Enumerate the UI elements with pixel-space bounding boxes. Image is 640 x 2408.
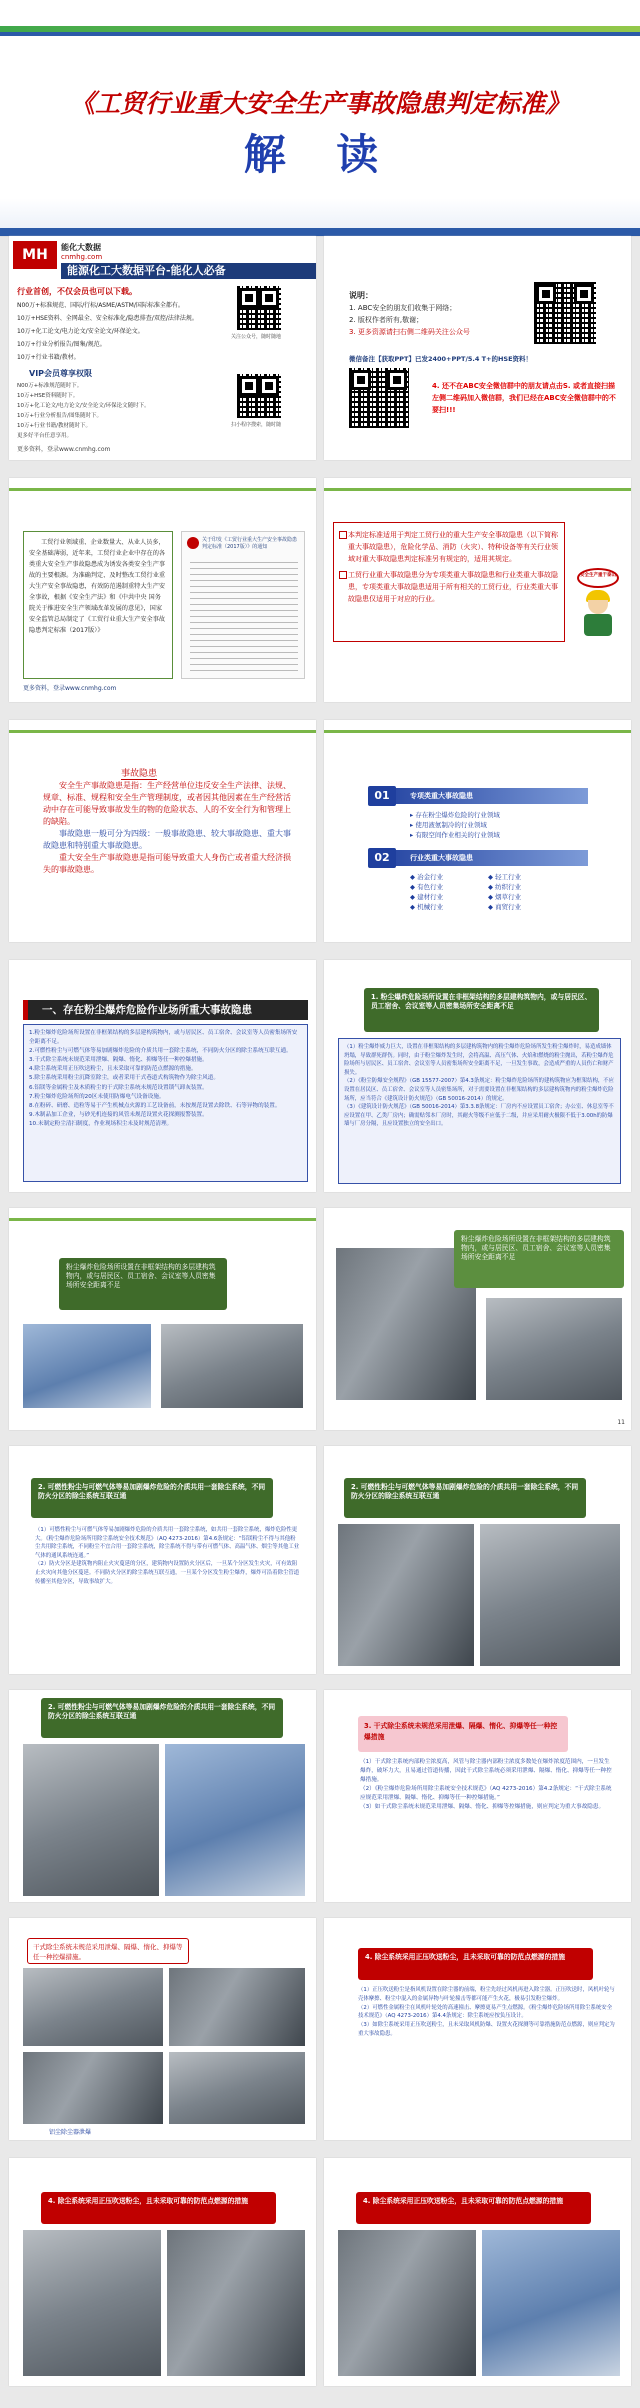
document-caption: 关于印发《工贸行业重大生产安全事故隐患判定标准（2017版）》的通知 [202,537,298,550]
section-2-number: 02 [368,848,396,868]
safety-badge-text: 安全生产重于泰山 [580,573,616,578]
slide-background [324,1446,631,1674]
ad-right-slide [324,236,631,460]
section-2-title: 行业类重大事故隐患 [410,854,473,862]
spark-detector-photo [338,2230,476,2376]
ad-left-slide [9,236,316,460]
item-4-heading: 4. 除尘系统采用正压吹送粉尘，且未采取可靠的防范点燃源的措施 [356,2192,591,2224]
explosion-vent-photo-1 [23,1968,163,2046]
definition-text: 本判定标准适用于判定工贸行业的重大生产安全事故隐患（以下简称重大事故隐患），危险化学品、消防（火灾）、特种设备等有关行业领域对重大事故隐患判定标准另有规定的，适用其规定。 [348,531,558,563]
ad-vip-item: N00万+标准规范随时下。 [17,383,83,389]
fan-photo [23,2230,161,2376]
note-item: 2. 版权作者所有,敬谢； [349,316,424,324]
page-number: 11 [617,1419,625,1426]
note-list [349,302,519,338]
ad-item: N00万+标准规范、国际/行标/ASME/ASTM/国际标准全都有。 [17,302,184,309]
qr-code-abc-public[interactable] [534,282,596,344]
ad-banner: 能源化工大数据平台-能化人必备 [61,263,316,279]
cover-subtitle: 解 读 [243,130,397,179]
industry-item: ◆ 机械行业 [410,903,444,911]
ad-item: 10万+行业书籍/教材。 [17,354,80,361]
hidden-danger-title: 事故隐患 [121,766,157,780]
ad-footer-link[interactable]: 更多资料，登录www.cnmhg.com [17,446,111,453]
definition-paragraph: 安全生产事故隐患是指：生产经营单位违反安全生产法律、法规、规章、标准、规程和安全生产管理制度，或者因其他因素在生产经营活动中存在可能导致事故发生的物的危险状态、人的不安全行为和管理上的缺陷。 [43,781,291,826]
dust-system-photo [482,2230,620,2376]
blower-photo [167,2230,305,2376]
ad-logo: MH [13,241,57,269]
factory-building-photo [23,1324,151,1408]
industry-item: ◆ 纺织行业 [488,883,522,891]
dust-hazard-item: 10.未制定粉尘清扫制度，作业现场积尘未及时规范清理。 [29,1120,173,1127]
section-1-item: ▸ 使用液氨制冷的行业领域 [410,821,487,829]
major-danger-paragraph: 重大安全生产事故隐患是指可能导致重大人身伤亡或者重大经济损失的事故隐患。 [43,853,291,874]
section-1-number: 01 [368,786,396,806]
note-item: 3. 更多资源请扫右侧二维码关注公众号 [349,328,470,336]
section-1-item: ▸ 有限空间作业相关的行业领域 [410,831,500,839]
ad-vip-item: 10万+HSE资料随时下。 [17,393,79,399]
item-2-heading: 2. 可燃性粉尘与可燃气体等易加剧爆炸危险的介质共用一套除尘系统，不同防火分区的除尘系统互联互通 [344,1478,586,1518]
ad-item: 10万+HSE资料、全网最全、安全标准化/隐患排查/双控/法律法规。 [17,315,198,322]
ad-vip-list [17,381,213,441]
slide-background [9,960,316,1192]
collector-vent-photo [169,2052,305,2124]
slide-background [9,478,316,702]
item-2-explanation: （1）可燃性粉尘与可燃气体等易加剧爆炸危险的介质共用一套除尘系统，如共用一套除尘系统，爆炸危险性更大。《粉尘爆炸危险场所用除尘系统安全技术规范》（AQ 4273-2016）第4.6条规定：“铝镁粉尘不得与其他粉尘共用除尘系统，不同粉尘不宜合用一套除尘系统，除尘系统不得与带有可燃气体、高温气体、烟尘等其他工业气体的通风系统连通。” （2）防火分区是建筑物内阻止火灾蔓延的分区，建筑物内设置防火分区后，一旦某个分区发生火灾，可有效阻止火灾向其他分区蔓延。不同防火分区的除尘系统互联互通，一旦某个分区发生粉尘爆炸，爆炸可沿着除尘管道传播至其他分区，导致事故扩大。 [35,1527,300,1585]
wechat-line: 微信备注【获取PPT】已发2400+PPT/5.4 T+的HSE资料！ [349,355,533,363]
notice-document [181,531,305,679]
industry-item: ◆ 烟草行业 [488,893,522,901]
definition-item-2 [348,569,558,605]
slide-background [9,1690,316,1902]
ad-vip-item: 10万+行业书籍/教材随时下。 [17,423,91,429]
ad-vip-item: 10万+化工论文/电力论文/安全论文/环保论文随时下。 [17,403,150,409]
slide-top-stripe [324,488,631,491]
dust-hazard-item: 4.除尘系统采用正压吹送粉尘，且未采取可靠的防范点燃源的措施。 [29,1066,197,1073]
red-promo: 4. 还不在ABC安全微信群中的朋友请点击S. 或者直接扫描左侧二维码加入微信群，我们已经在ABC安全微信群中的不要扫!!! [432,382,616,414]
worker-vest-icon [584,614,612,636]
industry-item: ◆ 建材行业 [410,893,444,901]
ad-logo-line2: cnmhg.com [61,253,103,261]
slide-background [9,1918,316,2140]
item-4-heading: 4. 除尘系统采用正压吹送粉尘，且未采取可靠的防范点燃源的措施 [41,2192,276,2224]
dust-hazard-item: 5.除尘系统采用粉尘沉降室除尘，或者采用干式巷道式构筑物作为除尘风道。 [29,1075,219,1082]
dust-hazard-item: 1.粉尘爆炸危险场所设置在非框架结构的多层建构筑物内，或与居民区、员工宿舍、会议室等人员密集场所安全距离不足。 [29,1030,298,1046]
section-1-item: ▸ 存在粉尘爆炸危险的行业领域 [410,811,500,819]
slide-footer-link[interactable]: 更多资料，登录www.cnmhg.com [23,685,117,692]
note-title: 说明： [349,291,373,300]
cover-top-bar [0,32,640,36]
section-2-header [368,850,588,866]
dust-hazard-item: 3.干式除尘系统未规范采用泄爆、隔爆、惰化、抑爆等任一种控爆措施。 [29,1057,208,1064]
item-1-callout: 粉尘爆炸危险场所设置在非框架结构的多层建构筑物内，或与居民区、员工宿舍、会议室等人员密集场所安全距离不足 [59,1258,227,1310]
slide-background [324,1208,631,1430]
item-2-heading: 2. 可燃性粉尘与可燃气体等易加剧爆炸危险的介质共用一套除尘系统，不同防火分区的除尘系统互联互通 [31,1478,273,1518]
qr-caption-public: 关注公众号，随时随地 [231,334,282,340]
square-bullet-icon [339,531,347,539]
slide-background [324,1690,631,1902]
slide-background [9,2158,316,2386]
photo-caption: 铝尘除尘器泄爆 [49,2129,92,2136]
cover-slide [0,0,640,236]
item-1-callout: 粉尘爆炸危险场所设置在非框架结构的多层建构筑物内，或与居民区、员工宿舍、会议室等人员密集场所安全距离不足 [454,1230,624,1288]
item-3-heading: 3. 干式除尘系统未规范采用泄爆、隔爆、惰化、抑爆等任一种控爆措施 [358,1716,568,1752]
aluminum-collector-photo [23,2052,163,2124]
ad-vip-item: 更多好平台任意享用。 [17,433,73,439]
pipeline-photo [23,1744,159,1896]
dust-hazard-item: 8.在粉碎、研磨、造粒等易于产生机械点火源的工艺设备前，未按规范设置去除铁、石等异物的装置。 [29,1102,281,1109]
qr-code-wechat-group[interactable] [349,368,409,428]
slide-top-stripe [324,730,631,733]
slide-background [324,1918,631,2140]
dust-hazard-item: 6.铝镁等金属粉尘及木质粉尘的干式除尘系统未规范设置锁气卸灰装置。 [29,1084,208,1091]
ad-logo-line1: 能化大数据 [61,243,101,252]
definition-text: 工贸行业重大事故隐患分为专项类重大事故隐患和行业类重大事故隐患，专项类重大事故隐患适用于所有相关的工贸行业，行业类重大事故隐患仅适用于对应的行业。 [348,571,558,603]
ad-red-headline: 行业首创，不仅会员也可以下载。 [17,287,137,296]
note-item: 1. ABC安全的朋友们收集于网络； [349,304,457,312]
definition-box [333,522,565,642]
document-seal-icon [187,537,199,549]
ad-item: 10万+化工论文/电力论文/安全论文/环保论文。 [17,328,144,335]
industry-item: ◆ 商贸行业 [488,903,522,911]
document-lines [190,562,298,672]
industry-item: ◆ 轻工行业 [488,873,522,881]
slide-background [324,478,631,702]
safety-worker-figure [574,568,622,638]
item-4-explanation: （1）正压吹送粉尘是指风机设置在除尘器的前端，粉尘先经过风机再进入除尘器。正压吹送时，风机叶轮与壳体摩擦、粉尘中混入的金属异物与叶轮撞击等都可能产生火花，极易引发粉尘爆炸。 （2）可燃性金属粉尘在风机叶轮处的高速撞击、摩擦更易产生点燃源。《粉尘爆炸危险场所用除尘系统安全技术规范》（AQ 4273-2016）第4.4条规定：除尘系统应按负压设计。 （3）如除尘系统采用正压吹送粉尘，且未采取风机防爆、设置火花探测等可靠措施防范点燃源，则应判定为重大事故隐患。 [358,1987,615,2037]
slide-background [324,2158,631,2386]
item-3-callout: 干式除尘系统未规范采用泄爆、隔爆、惰化、抑爆等任一种控爆措施。 [27,1938,189,1964]
item-2-heading: 2. 可燃性粉尘与可燃气体等易加剧爆炸危险的介质共用一套除尘系统，不同防火分区的除尘系统互联互通 [41,1698,283,1738]
dormitory-photo [486,1298,622,1400]
item-1-heading: 1. 粉尘爆炸危险场所设置在非框架结构的多层建构筑物内，或与居民区、员工宿舍、会议室等人员密集场所安全距离不足 [364,988,599,1032]
ad-item: 10万+行业分析报告/图集/规范。 [17,341,106,348]
cover-title: 《工贸行业重大安全生产事故隐患判定标准》 [69,89,570,118]
ad-vip-title: VIP会员尊享权限 [29,369,93,378]
dust-hazard-item: 7.粉尘爆炸危险场所的20区未使用防爆电气设备设施。 [29,1093,165,1100]
qr-caption-mini: 扫小程序搜索，随时随 [231,422,282,428]
cover-bottom-bar [0,228,640,236]
item-3-explanation: （1）干式除尘系统内部粉尘浓度高，风管与除尘器内部粉尘浓度多数处在爆炸浓度范围内，一旦发生爆炸，破坏力大，且易通过管道传播，因此干式除尘系统必须采用泄爆、隔爆、惰化、抑爆等任一种控爆措施。 （2）《粉尘爆炸危险场所用除尘系统安全技术规范》（AQ 4273-2016）第4.2条规定：“干式除尘系统应规范采用泄爆、隔爆、惰化、抑爆等任一种控爆措施。” （3）如干式除尘系统未规范采用泄爆、隔爆、惰化、抑爆等控爆措施，则应判定为重大事故隐患。 [360,1759,612,1810]
ad-vip-item: 10万+行业分析报告/图集随时下。 [17,413,102,419]
explosion-vent-photo-2 [169,1968,305,2046]
slide-top-stripe [9,1218,316,1221]
item-4-heading: 4. 除尘系统采用正压吹送粉尘，且未采取可靠的防范点燃源的措施 [358,1948,593,1980]
dust-collector-photo [480,1524,620,1666]
dust-hazard-list [23,1024,308,1182]
section-2-col-2 [488,872,521,912]
ducting-photo [165,1744,305,1896]
levels-paragraph: 事故隐患一般可分为四级：一般事故隐患、较大事故隐患、重大事故隐患和特别重大事故隐患。 [43,829,291,850]
dust-duct-photo [338,1524,474,1666]
safety-badge [577,568,619,588]
section-2-col-1 [410,872,443,912]
dust-workshop-photo [161,1324,303,1408]
dust-hazard-item: 2.可燃性粉尘与可燃气体等易加剧爆炸危险的介质共用一套除尘系统，不同防火分区的除尘系统互联互通。 [29,1048,292,1055]
slide-top-stripe [9,730,316,733]
intro-text-box [23,531,173,679]
ad-item-list [17,299,213,364]
dust-hazard-item: 9.木制品加工企业，与砂光机连接的风管未规范设置火花探测报警装置。 [29,1111,208,1118]
slide-background [9,1208,316,1430]
slide-background [9,720,316,942]
worker-face-icon [588,600,608,614]
qr-code-public-account[interactable] [237,286,281,330]
slide-background [9,1446,316,1674]
section-1-list [410,810,500,840]
hidden-danger-definition [43,780,298,876]
dust-section-heading: 一、存在粉尘爆炸危险作业场所重大事故隐患 [23,1000,308,1020]
slide-background [324,960,631,1192]
definition-item-1 [348,529,558,565]
slide-top-stripe [9,488,316,491]
industry-item: ◆ 有色行业 [410,883,444,891]
intro-text: 工贸行业领域重、企业数量大、从业人员多，安全基础薄弱，近年来，工贸行业企业中存在的各类重大安全生产事故隐患成为诱发各类安全生产事故的主要根源。为准确判定、及时整改工贸行业重大生产安全事故隐患，有效防范遏制重特大生产安全事故，根据《安全生产法》和《中共中央 国务院关于推进安全生产领域改革发展的意见》，国家安全监管总局制定了《工贸行业重大生产安全事故隐患判定标准（2017版）》 [29,539,166,634]
qr-code-mini-program[interactable] [237,374,281,418]
item-1-explanation: （1）粉尘爆炸威力巨大，设置在非框架结构的多层建构筑物内的粉尘爆炸危险场所发生粉尘爆炸时，易造成墙体坍塌，导致群死群伤。同时，由于粉尘爆炸发生时，会将高温、高压气体、火焰和燃烧的粉尘抛出，若粉尘爆炸危险场所与居民区、员工宿舍、会议室等人员密集场所安全距离不足，一旦发生事故，会造成严重的人员伤亡和财产损失。 （2）《粉尘防爆安全规程》（GB 15577-2007）第4.3条规定：粉尘爆炸危险场所的建构筑物应为框架结构，不应设置在居民区、员工宿舍、会议室等人员密集场所，对于需要设置在非框架结构的多层建构筑物内的粉尘爆炸危险场所，应当符合《建筑设计防火规范》（GB 50016-2014）的规定。 （3）《建筑设计防火规范》（GB 50016-2014）第3.3.8条规定：厂房内不应设置员工宿舍；办公室、休息室等不应设置在甲、乙类厂房内；确需贴邻本厂房时，其耐火等级不应低于二级，并应采用耐火极限不低于3.00h的防爆墙与厂房分隔，且应设置独立的安全出口。 [338,1038,621,1184]
slide-background [324,720,631,942]
industry-item: ◆ 冶金行业 [410,873,444,881]
square-bullet-icon [339,571,347,579]
section-1-header [368,788,588,804]
section-1-title: 专项类重大事故隐患 [410,792,473,800]
